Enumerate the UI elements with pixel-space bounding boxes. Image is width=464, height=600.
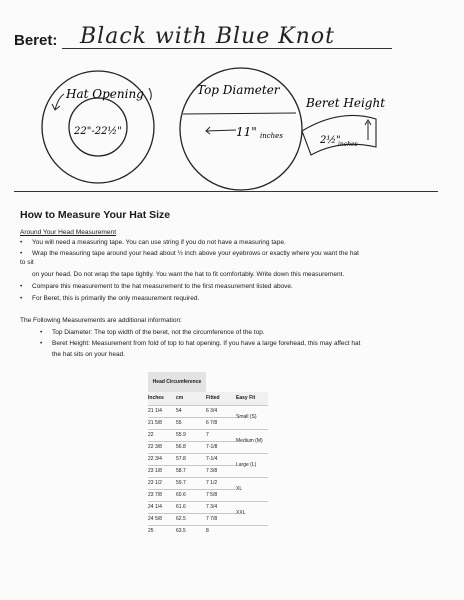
- table-row: [148, 501, 268, 513]
- table-cell: 22 3/4: [148, 453, 176, 465]
- table-row: [148, 405, 268, 417]
- page-title: How to Measure Your Hat Size: [20, 209, 171, 221]
- table-group-header: Head Circumference: [148, 372, 206, 392]
- bullet-icon: •: [20, 250, 23, 257]
- easy-fit-cell: Large (L): [236, 453, 268, 477]
- bullet-icon: •: [40, 340, 43, 347]
- table-cell: 58.7: [176, 465, 206, 477]
- easy-fit-cell: Medium (M): [236, 429, 268, 453]
- easy-fit-cell: XXL: [236, 501, 268, 525]
- hat-opening-arc-arrow: [55, 94, 64, 110]
- additional-item: • Top Diameter: The top width of the beret, not the circumference of the top.: [40, 329, 265, 336]
- bullet-icon: •: [20, 295, 23, 302]
- table-cell: 22 3/8: [148, 441, 176, 453]
- table-cell: 24 1/4: [148, 501, 176, 513]
- hat-opening-label: Hat Opening: [66, 87, 144, 101]
- top-diameter-arrow: [206, 130, 236, 131]
- table-cell: 7 1/2: [206, 477, 236, 489]
- beret-height-value: 2½": [320, 135, 341, 146]
- bullet-icon: •: [40, 329, 43, 336]
- table-cell: 23 1/2: [148, 477, 176, 489]
- table-cell: 8: [206, 525, 236, 537]
- table-cell: 25: [148, 525, 176, 537]
- measurement-diagrams: [0, 60, 464, 200]
- table-cell: 59.7: [176, 477, 206, 489]
- table-cell: 7 3/8: [206, 465, 236, 477]
- column-header: Easy Fit: [236, 395, 256, 402]
- column-header: Inches: [148, 395, 164, 402]
- table-cell: [236, 525, 268, 537]
- beret-handwritten-value: Black with Blue Knot: [80, 24, 335, 49]
- additional-item: • Beret Height: Measurement from fold of top to hat opening. If you have a large forehead, this may affect hat: [40, 340, 361, 347]
- bullet-icon: •: [20, 239, 23, 246]
- section-divider: [14, 191, 438, 192]
- table-cell: 62.5: [176, 513, 206, 525]
- table-cell: 6 7/8: [206, 417, 236, 429]
- bullet-icon: •: [20, 283, 23, 290]
- hat-size-table: [148, 372, 268, 537]
- easy-fit-cell: XL: [236, 477, 268, 501]
- table-row: [148, 477, 268, 489]
- bullet-item: • Wrap the measuring tape around your head about ½ inch above your eyebrows or exactly where you want the hat: [20, 250, 359, 257]
- table-row: [148, 525, 268, 537]
- beret-label: Beret:: [14, 32, 58, 49]
- hat-opening-value: 22"-22½": [74, 126, 122, 137]
- bullet-item: • Compare this measurement to the hat measurement to the first measurement listed above.: [20, 283, 293, 290]
- around-head-heading: Around Your Head Measurement: [20, 229, 117, 236]
- bullet-continuation: on your head. Do not wrap the tape tightly. You want the hat to fit comfortably. Write down this measurement.: [32, 271, 345, 278]
- table-cell: 23 7/8: [148, 489, 176, 501]
- bullet-continuation: to sit: [20, 259, 34, 266]
- table-cell: 7: [206, 429, 236, 441]
- column-header: cm: [176, 395, 184, 402]
- table-cell: 6 3/4: [206, 405, 236, 417]
- easy-fit-cell: Small (S): [236, 405, 268, 429]
- table-cell: 61.6: [176, 501, 206, 513]
- table-cell: 21 1/4: [148, 405, 176, 417]
- table-cell: 22: [148, 429, 176, 441]
- table-cell: 63.5: [176, 525, 206, 537]
- top-diameter-diagram: [180, 68, 302, 190]
- table-cell: 23 1/8: [148, 465, 176, 477]
- hat-opening-diagram: [42, 71, 154, 183]
- table-row: [148, 429, 268, 441]
- beret-height-unit: inches: [338, 141, 358, 148]
- bullet-item: • You will need a measuring tape. You can use string if you do not have a measuring tape.: [20, 239, 286, 246]
- table-cell: 55.9: [176, 429, 206, 441]
- table-cell: 7-1/8: [206, 441, 236, 453]
- table-cell: [206, 372, 268, 392]
- beret-height-label: Beret Height: [306, 96, 386, 110]
- additional-item-continuation: the hat sits on your head.: [52, 351, 125, 358]
- top-diameter-label: Top Diameter: [197, 83, 280, 97]
- table-row: [148, 453, 268, 465]
- top-diameter-line: [183, 113, 296, 114]
- table-cell: 56.8: [176, 441, 206, 453]
- table-cell: 7 5/8: [206, 489, 236, 501]
- table-cell: 24 5/8: [148, 513, 176, 525]
- top-diameter-value: 11": [236, 125, 257, 139]
- table-cell: 57.8: [176, 453, 206, 465]
- additional-intro: The Following Measurements are additional information:: [20, 317, 182, 324]
- table-cell: 7 7/8: [206, 513, 236, 525]
- table-cell: 60.6: [176, 489, 206, 501]
- column-header: Fitted: [206, 395, 220, 402]
- table-cell: 55: [176, 417, 206, 429]
- table-cell: 21 5/8: [148, 417, 176, 429]
- table-cell: 54: [176, 405, 206, 417]
- table-cell: 7 3/4: [206, 501, 236, 513]
- bullet-item: • For Beret, this is primarily the only measurement required.: [20, 295, 200, 302]
- table-cell: 7-1/4: [206, 453, 236, 465]
- top-diameter-unit: inches: [260, 132, 283, 140]
- beret-height-diagram: [302, 96, 385, 155]
